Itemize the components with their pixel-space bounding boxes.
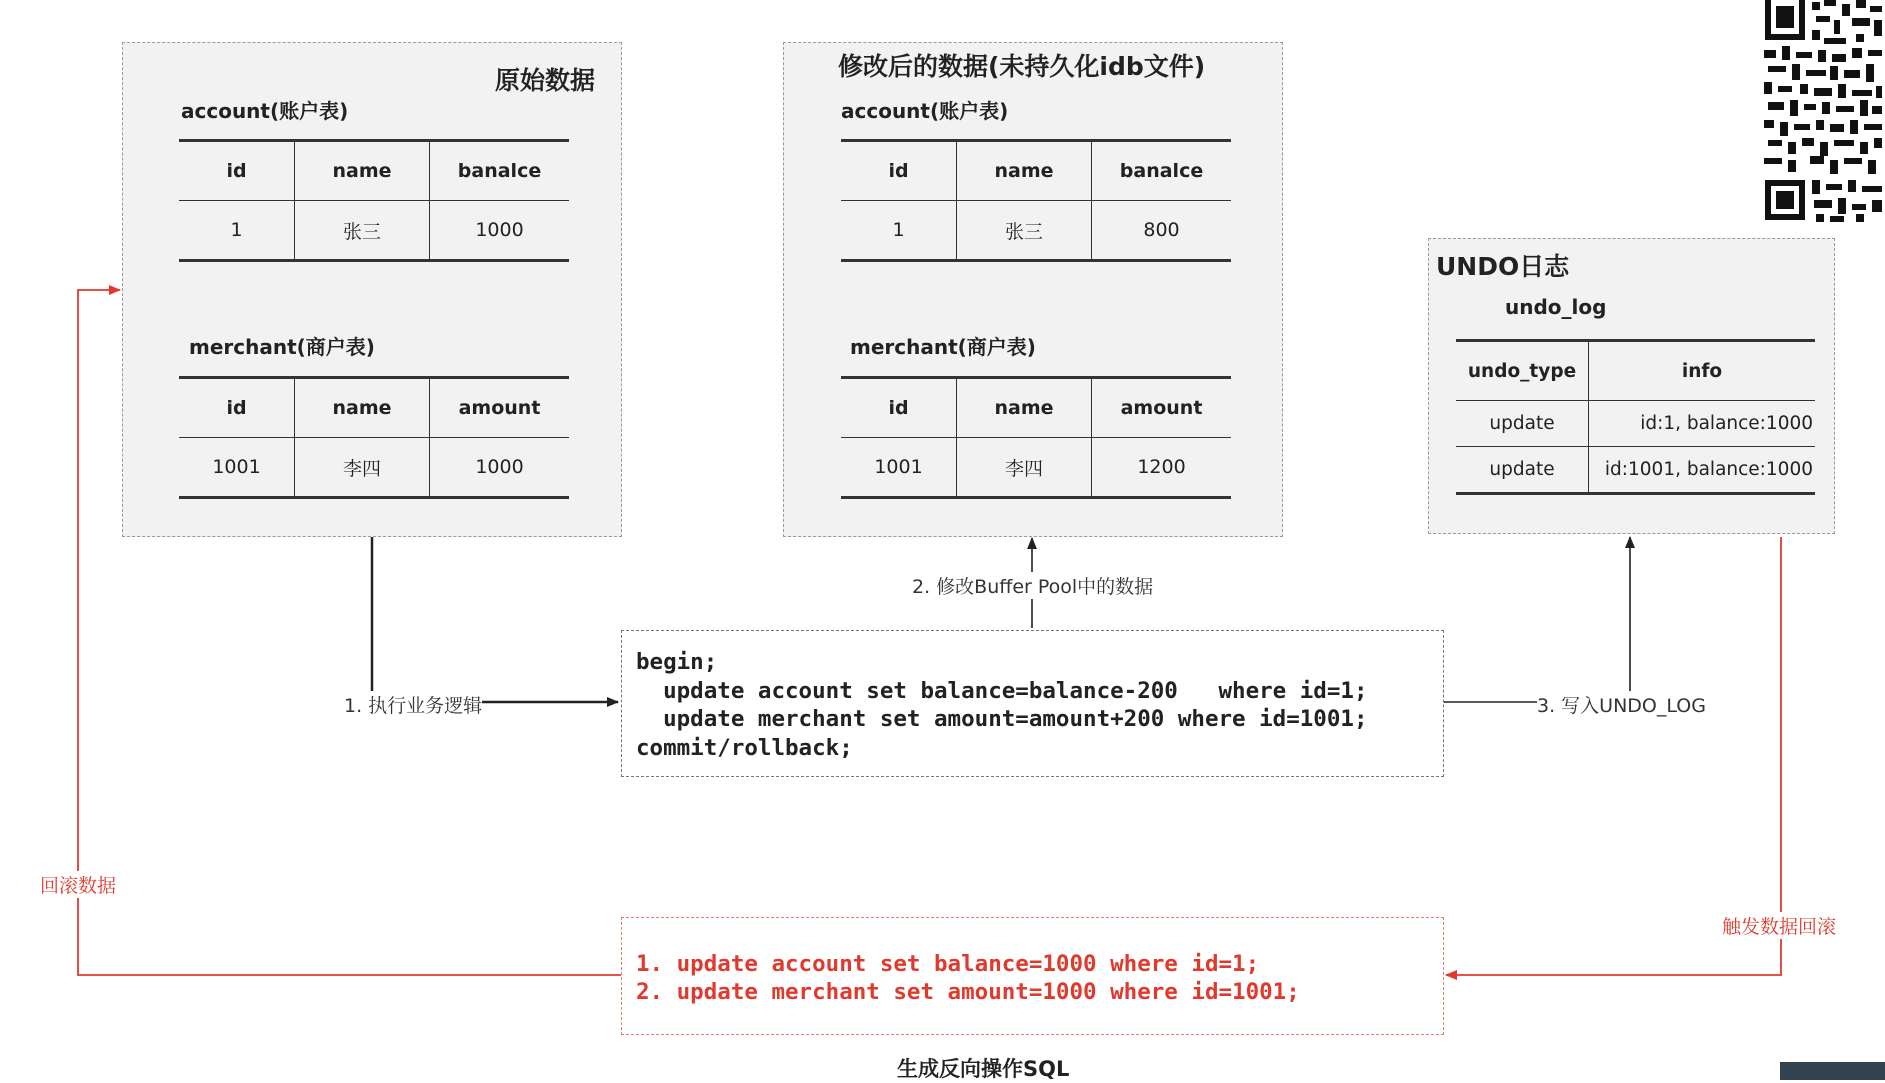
header-cell: name xyxy=(295,378,430,438)
table-cell: 800 xyxy=(1092,201,1232,261)
table-cell: 李四 xyxy=(295,438,430,498)
header-cell: name xyxy=(957,141,1092,201)
table-cell: 1 xyxy=(179,201,295,261)
header-cell: undo_type xyxy=(1456,341,1589,401)
original-account-table xyxy=(179,139,569,262)
table-cell: id:1, balance:1000 xyxy=(1589,401,1816,447)
original-data-panel xyxy=(122,42,622,537)
modified-data-title: 修改后的数据(未持久化idb文件) xyxy=(838,52,1206,81)
table-cell: 1001 xyxy=(841,438,957,498)
table-cell: 1 xyxy=(841,201,957,261)
header-cell: name xyxy=(295,141,430,201)
step1-label: 1. 执行业务逻辑 xyxy=(344,691,482,718)
arrow-step1 xyxy=(372,537,618,702)
reverse-sql-line: 2. update merchant set amount=1000 where id=1001; xyxy=(636,979,1300,1005)
table-cell: id:1001, balance:1000 xyxy=(1589,447,1816,494)
header-cell: banalce xyxy=(430,141,570,201)
table-row xyxy=(179,438,569,498)
undo-log-panel xyxy=(1428,238,1835,534)
table-row xyxy=(841,201,1231,261)
table-header-row xyxy=(841,378,1231,438)
table-cell: 1000 xyxy=(430,438,570,498)
step3-label: 3. 写入UNDO_LOG xyxy=(1537,691,1706,718)
reverse-sql-line: 1. update account set balance=1000 where id=1; xyxy=(636,951,1260,977)
rollback-data-label: 回滚数据 xyxy=(40,871,116,898)
transaction-sql-box xyxy=(621,630,1444,777)
table-header-row xyxy=(179,378,569,438)
table-cell: 李四 xyxy=(957,438,1092,498)
undo-log-table-name: undo_log xyxy=(1505,295,1607,319)
undo-log-title: UNDO日志 xyxy=(1436,252,1570,281)
modified-merchant-table-name: merchant(商户表) xyxy=(850,335,1036,359)
step2-label: 2. 修改Buffer Pool中的数据 xyxy=(912,572,1153,599)
header-cell: amount xyxy=(1092,378,1232,438)
original-account-table-name: account(账户表) xyxy=(181,99,349,123)
table-cell: update xyxy=(1456,447,1589,494)
header-cell: id xyxy=(841,141,957,201)
sql-line: update account set balance=balance-200 where id=1; xyxy=(636,677,1368,704)
modified-data-panel xyxy=(783,42,1283,537)
header-cell: name xyxy=(957,378,1092,438)
sql-line: commit/rollback; xyxy=(636,734,853,761)
table-header-row xyxy=(841,141,1231,201)
modified-account-table xyxy=(841,139,1231,262)
table-cell: 1200 xyxy=(1092,438,1232,498)
modified-merchant-table xyxy=(841,376,1231,499)
trigger-rollback-label: 触发数据回滚 xyxy=(1722,912,1836,939)
table-cell: 张三 xyxy=(295,201,430,261)
window-corner-strip xyxy=(1780,1062,1885,1080)
original-data-title: 原始数据 xyxy=(494,66,595,95)
table-header-row xyxy=(1456,341,1815,401)
arrow-step3 xyxy=(1443,537,1630,702)
original-merchant-table xyxy=(179,376,569,499)
qr-code-graphic xyxy=(1760,0,1885,225)
reverse-sql-caption: 生成反向操作SQL xyxy=(897,1057,1070,1081)
modified-account-table-name: account(账户表) xyxy=(841,99,1009,123)
reverse-sql-box xyxy=(621,917,1444,1035)
sql-line: update merchant set amount=amount+200 where id=1001; xyxy=(636,706,1368,732)
header-cell: id xyxy=(179,141,295,201)
table-cell: update xyxy=(1456,401,1589,447)
table-row xyxy=(1456,447,1815,494)
table-header-row xyxy=(179,141,569,201)
table-cell: 1001 xyxy=(179,438,295,498)
original-merchant-table-name: merchant(商户表) xyxy=(189,335,375,359)
header-cell: banalce xyxy=(1092,141,1232,201)
table-cell: 1000 xyxy=(430,201,570,261)
header-cell: id xyxy=(179,378,295,438)
qr-code xyxy=(1760,0,1885,225)
table-row xyxy=(179,201,569,261)
arrow-trigger-rollback xyxy=(1446,537,1781,975)
header-cell: info xyxy=(1589,341,1816,401)
header-cell: amount xyxy=(430,378,570,438)
sql-line: begin; xyxy=(636,649,718,675)
table-row xyxy=(841,438,1231,498)
table-cell: 张三 xyxy=(957,201,1092,261)
undo-log-table xyxy=(1456,339,1815,495)
table-row xyxy=(1456,401,1815,447)
header-cell: id xyxy=(841,378,957,438)
